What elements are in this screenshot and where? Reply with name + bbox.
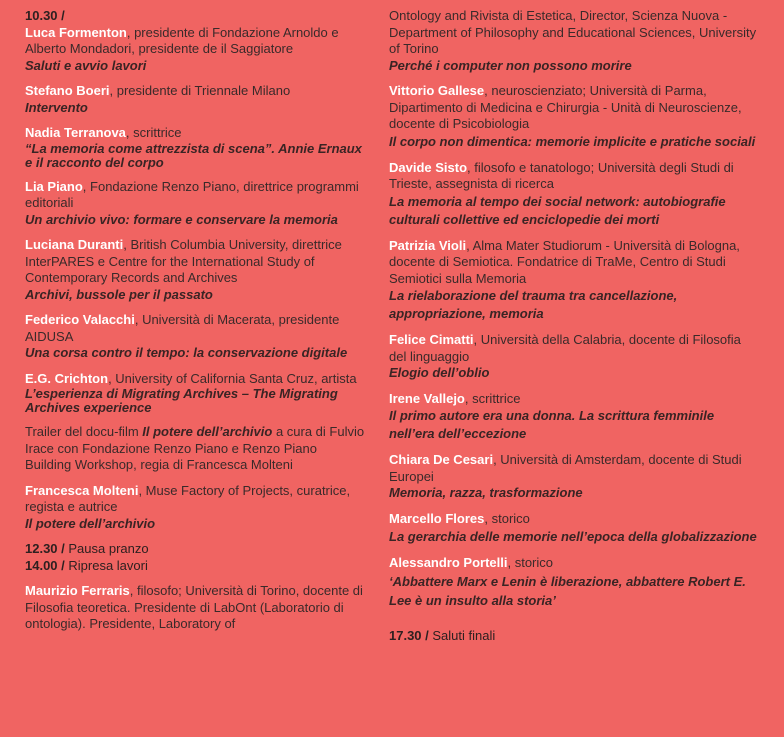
speaker-name: Maurizio Ferraris [25,583,130,598]
trailer-entry [25,424,365,474]
talk-title: L’esperienza di Migrating Archives – The Migrating Archives experience [25,386,338,415]
speaker-name: Alessandro Portelli [389,555,508,570]
speaker-affiliation: , Muse Factory of Projects, curatrice, regista e autrice [25,482,351,514]
speaker-affiliation: , filosofo; Università di Torino, docente di Filosofia teoretica. Presidente di LabOnt (Laboratorio di ontologia). Presidente, Laboratory of [25,583,363,631]
speaker-affiliation: , storico [484,510,530,526]
talk-title: Perché i computer non possono morire [389,57,632,73]
talk-title: Un archivio vivo: formare e conservare la memoria [25,211,338,227]
talk-title: Saluti e avvio lavori [25,57,147,73]
speaker-affiliation: , scrittrice [464,390,521,406]
speaker-affiliation: , Alma Mater Studiorum - Università di Bologna, docente di Semiotica. Fondatrice di TraMe, Centro di Studi Semiotici sulla Memoria [389,237,740,286]
program-column-left [25,8,365,642]
break-resume: 14.00 / Ripresa lavori [25,557,148,573]
talk-title: La memoria al tempo dei social network: autobiografie culturali collettive ed enciclopedie dei morti [389,193,726,227]
speaker-name: Francesca Molteni [25,482,139,498]
speaker-affiliation: , filosofo e tanatologo; Università degli Studi di Trieste, assegnista di ricerca [389,159,734,191]
speaker-affiliation: , presidente di Triennale Milano [109,83,291,98]
talk-title: Archivi, bussole per il passato [25,286,213,302]
speaker-affiliation: , Università di Macerata, presidente AIDUSA [25,312,340,344]
speaker-name: Davide Sisto [389,159,468,175]
speaker-name: Vittorio Gallese [389,83,485,98]
program-entry [25,583,365,633]
program-entry [389,555,759,610]
program-column-right [389,8,759,644]
speaker-name: Irene Vallejo [389,390,465,406]
talk-title: La gerarchia delle memorie nell’epoca della globalizzazione [389,529,757,544]
trailer-suffix: a cura di Fulvio Irace con Fondazione Renzo Piano e Renzo Piano Building Workshop, regia di Francesca Molteni [25,424,365,472]
program-entry [25,312,365,362]
program-entry [25,83,365,116]
speaker-name: Nadia Terranova [25,125,126,140]
talk-title: La rielaborazione del trauma tra cancellazione, appropriazione, memoria [389,288,678,321]
break-lunch: 12.30 / Pausa pranzo [25,541,149,556]
talk-title: Intervento [25,99,88,115]
program-entry [389,83,759,151]
program-entry-continued [389,8,759,74]
speaker-name: Stefano Boeri [25,83,110,98]
speaker-affiliation: , Fondazione Renzo Piano, direttrice programmi editoriali [25,178,359,210]
speaker-name: Luciana Duranti [25,237,124,252]
speaker-name: E.G. Crichton [25,370,109,386]
program-entry [389,511,759,547]
trailer-prefix: Trailer del docu-film [25,424,143,439]
talk-title: Memoria, razza, trasformazione [389,485,583,500]
talk-title: Il primo autore era una donna. La scrittura femminile nell’era dell’eccezione [389,408,715,441]
speaker-name: Federico Valacchi [25,312,135,327]
trailer-title: Il potere dell’archivio [142,424,273,439]
speaker-affiliation: , Università della Calabria, docente di Filosofia del linguaggio [389,332,741,364]
program-entry [389,332,759,382]
speaker-name: Patrizia Violi [389,237,467,253]
talk-title: Il corpo non dimentica: memorie implicite e pratiche sociali [389,133,756,149]
start-time: 10.30 / [25,8,65,23]
program-entry [25,125,365,170]
end-time: 17.30 / Saluti finali [389,627,496,643]
speaker-affiliation: , neuroscienziato; Università di Parma, Dipartimento di Medicina e Chirurgia - Unità di Neuroscienze, docente di Psicobiologia [389,83,742,131]
talk-title: ‘Abbattere Marx e Lenin è liberazione, abbattere Robert E. Lee è un insulto alla storia’ [389,573,746,608]
program-entry [389,238,759,324]
break-block [25,541,365,574]
speaker-name: Lia Piano [25,178,83,194]
program-entry [389,160,759,229]
speaker-name: Chiara De Cesari [389,452,494,467]
program-entry [389,391,759,444]
program-entry [25,371,365,416]
talk-title: Elogio dell’oblio [389,365,490,380]
talk-title: “La memoria come attrezzista di scena”. Annie Ernaux e il racconto del corpo [25,140,362,170]
program-entry [25,179,365,229]
program-entry [25,25,365,75]
speaker-name: Luca Formenton [25,24,127,40]
speaker-affiliation: , University of California Santa Cruz, artista [108,370,357,386]
talk-title: Una corsa contro il tempo: la conservazione digitale [25,345,348,360]
program-entry [25,237,365,303]
speaker-affiliation: , presidente di Fondazione Arnoldo e Alberto Mondadori, presidente de il Saggiatore [25,24,339,56]
speaker-affiliation: , Università di Amsterdam, docente di Studi Europei [389,452,742,484]
talk-title: Il potere dell’archivio [25,515,156,531]
speaker-affiliation-continued: Ontology and Rivista di Estetica, Director, Scienza Nuova - Department of Philosophy and Educational Sciences, University of Torino [389,8,757,56]
speaker-affiliation: , storico [507,555,553,570]
speaker-name: Marcello Flores [389,510,485,526]
program-entry [25,483,365,533]
speaker-affiliation: , scrittrice [125,125,182,140]
speaker-affiliation: , British Columbia University, direttrice InterPARES e Centre for the International Study of Contemporary Records and Archives [25,237,342,285]
program-entry [389,452,759,502]
speaker-name: Felice Cimatti [389,332,474,347]
